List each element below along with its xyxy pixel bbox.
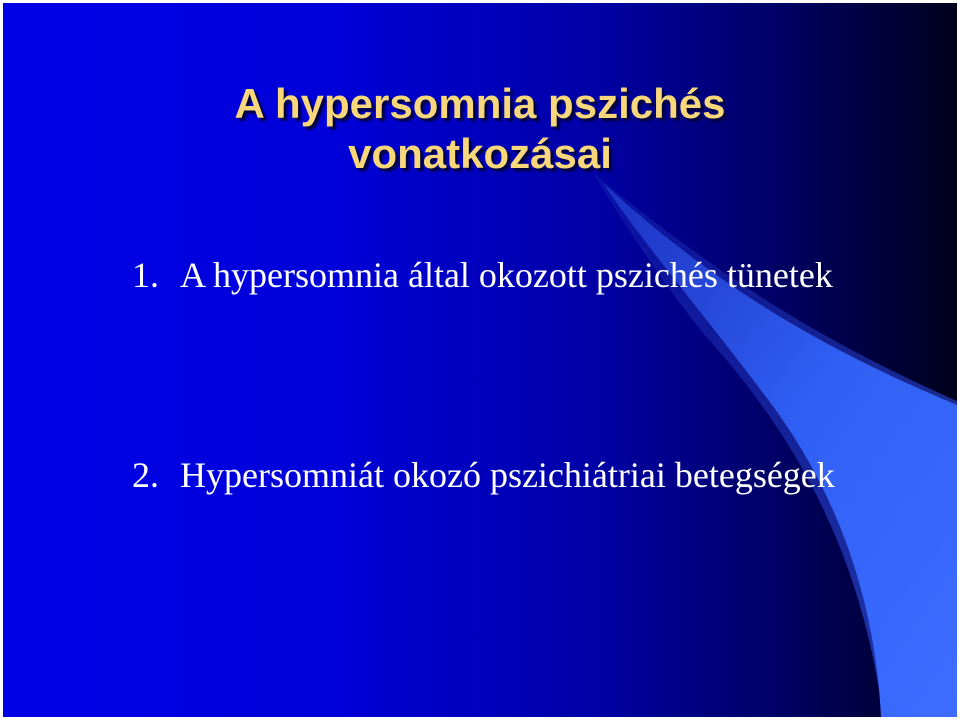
list-item-text: A hypersomnia által okozott pszichés tünetek (180, 255, 833, 295)
slide-title: A hypersomnia pszichés vonatkozásai (234, 80, 726, 177)
list-item-number: 2. (132, 455, 159, 495)
list-item (132, 255, 833, 295)
list-item-text: Hypersomniát okozó pszichiátriai betegségek (180, 455, 835, 495)
list-item (132, 455, 835, 495)
slide (3, 3, 957, 717)
list-item-number: 1. (132, 255, 159, 295)
